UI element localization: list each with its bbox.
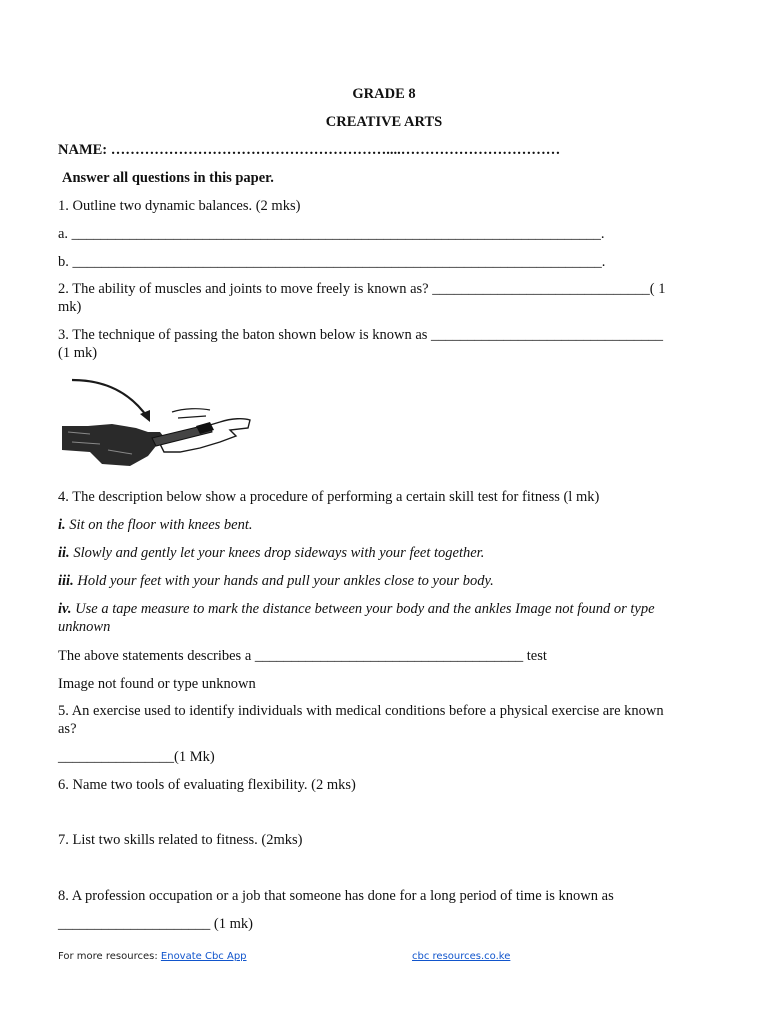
step-ii: [58, 544, 710, 562]
step-text: Sit on the floor with knees bent.: [65, 517, 253, 533]
giving-hand: [62, 424, 168, 466]
step-number: iii.: [58, 573, 74, 589]
step-number: i.: [58, 517, 66, 533]
question-5-answer: ________________(1 Mk): [58, 749, 215, 765]
question-8-answer: _____________________ (1 mk): [58, 916, 253, 932]
step-text: Hold your feet with your hands and pull your ankles close to your body.: [73, 573, 494, 589]
step-text: Slowly and gently let your knees drop sideways with your feet together.: [69, 545, 485, 561]
question-3-cont: (1 mk): [58, 345, 98, 361]
finger-lines: [172, 409, 210, 418]
step-number: ii.: [58, 545, 70, 561]
question-5: 5. An exercise used to identify individuals with medical conditions before a physical exercise are known: [58, 703, 664, 719]
question-2-cont: mk): [58, 299, 82, 315]
step-iii: [58, 572, 710, 590]
footer-site: [412, 950, 510, 964]
grade-heading: GRADE 8: [352, 86, 416, 102]
answer-line-b: b. _________________________________________________________________________.: [58, 254, 606, 270]
cbc-resources-link[interactable]: cbc resources.co.ke: [412, 951, 511, 962]
answer-line-a: a. _________________________________________________________________________.: [58, 226, 605, 242]
subject-heading: CREATIVE ARTS: [325, 114, 443, 130]
question-5-cont: as?: [58, 721, 77, 737]
question-7: 7. List two skills related to fitness. (2mks): [58, 832, 303, 848]
footer-prefix: For more resources:: [58, 951, 161, 962]
step-text: Use a tape measure to mark the distance between your body and the ankles Image not found or type: [71, 601, 655, 617]
question-1: 1. Outline two dynamic balances. (2 mks): [58, 198, 301, 214]
enovate-app-link[interactable]: Enovate Cbc App: [160, 951, 247, 962]
arrow-curve: [72, 380, 148, 418]
step-i: [58, 516, 710, 534]
footer-resources: [58, 950, 247, 964]
instruction: Answer all questions in this paper.: [62, 170, 274, 186]
image-missing-text: Image not found or type unknown: [58, 676, 256, 692]
question-8: 8. A profession occupation or a job that someone has done for a long period of time is known as: [58, 888, 614, 904]
question-4: 4. The description below show a procedure of performing a certain skill test for fitness (l mk): [58, 489, 600, 505]
test-statement: The above statements describes a _____________________________________ test: [58, 648, 547, 664]
question-2: 2. The ability of muscles and joints to move freely is known as? ______________________________( 1: [58, 281, 666, 297]
name-line: NAME: …………………………………………………....……………………………: [58, 142, 561, 158]
baton-pass-image: [60, 372, 252, 474]
arrow-head: [140, 410, 150, 422]
step-iv: [58, 600, 710, 618]
question-3: 3. The technique of passing the baton shown below is known as ________________________________: [58, 327, 664, 343]
question-6: 6. Name two tools of evaluating flexibility. (2 mks): [58, 777, 356, 793]
step-number: iv.: [58, 601, 72, 617]
step-iv-cont: unknown: [58, 619, 111, 635]
